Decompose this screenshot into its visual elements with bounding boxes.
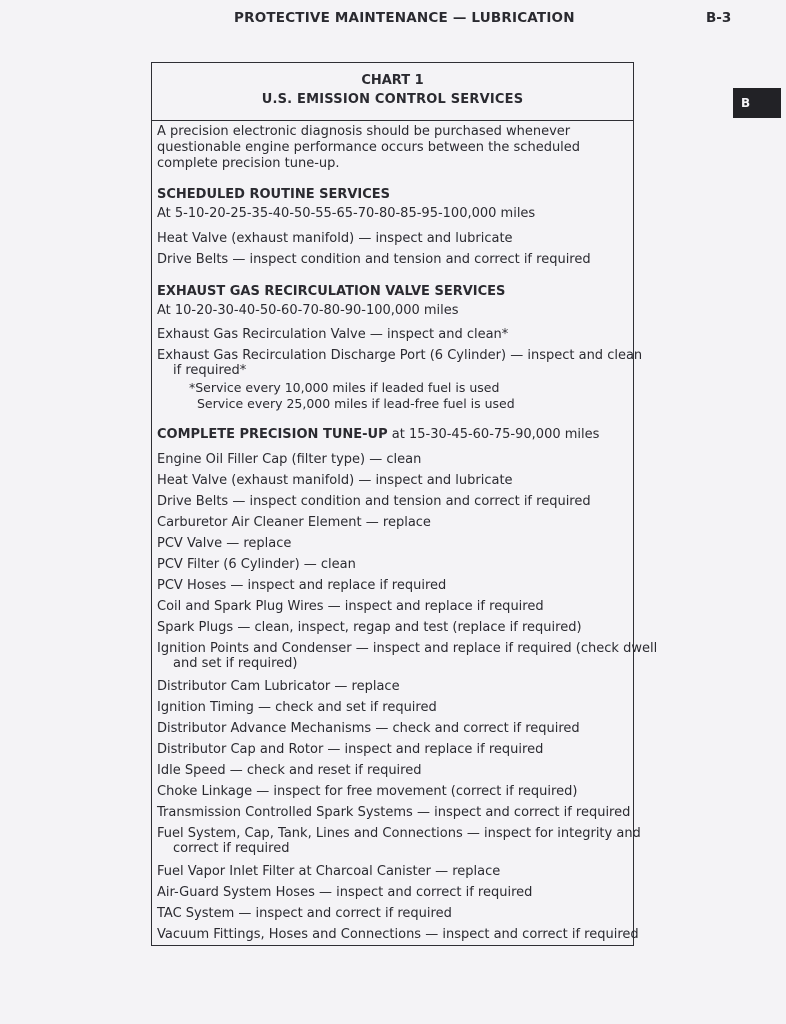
tuneup-interval: at 15-30-45-60-75-90,000 miles [391,427,600,442]
tuneup-item: Fuel System, Cap, Tank, Lines and Connections — inspect for integrity and [157,826,641,841]
tuneup-item: Ignition Timing — check and set if required [157,700,437,715]
tuneup-heading-row [157,427,629,443]
egr-footnote: Service every 25,000 miles if lead-free fuel is used [197,396,515,411]
tuneup-item: Drive Belts — inspect condition and tension and correct if required [157,494,591,509]
tuneup-item: Engine Oil Filler Cap (filter type) — clean [157,452,422,467]
intro-text: A precision electronic diagnosis should be purchased whenever questionable engine performance occurs between the scheduled complete precision tune-up. [157,124,581,171]
egr-interval: At 10-20-30-40-50-60-70-80-90-100,000 miles [157,303,459,318]
tuneup-item: Spark Plugs — clean, inspect, regap and test (replace if required) [157,620,582,635]
egr-item-continued: if required* [173,363,247,378]
tuneup-item-continued: correct if required [173,841,290,856]
tuneup-item: Distributor Cap and Rotor — inspect and replace if required [157,742,544,757]
tuneup-item: Distributor Cam Lubricator — replace [157,679,400,694]
page-number: B-3 [706,10,732,26]
chart-header [152,63,633,121]
tuneup-item: Idle Speed — check and reset if required [157,763,422,778]
tuneup-item: Carburetor Air Cleaner Element — replace [157,515,431,530]
tuneup-item: PCV Filter (6 Cylinder) — clean [157,557,356,572]
scheduled-item: Drive Belts — inspect condition and tension and correct if required [157,252,591,267]
tuneup-item: Vacuum Fittings, Hoses and Connections — inspect and correct if required [157,927,639,942]
emission-chart [151,62,658,946]
egr-footnote: *Service every 10,000 miles if leaded fuel is used [189,380,500,395]
tuneup-item-continued: and set if required) [173,656,298,671]
scheduled-heading: SCHEDULED ROUTINE SERVICES [157,187,391,202]
tuneup-item: TAC System — inspect and correct if required [157,906,452,921]
tuneup-item: Ignition Points and Condenser — inspect and replace if required (check dwell [157,641,658,656]
page-header [0,10,786,30]
chart-number: CHART 1 [361,73,424,88]
tuneup-item: PCV Valve — replace [157,536,292,551]
tuneup-item: Heat Valve (exhaust manifold) — inspect and lubricate [157,473,513,488]
egr-item: Exhaust Gas Recirculation Valve — inspect and clean* [157,327,509,342]
egr-heading: EXHAUST GAS RECIRCULATION VALVE SERVICES [157,284,506,299]
tuneup-item: Air-Guard System Hoses — inspect and correct if required [157,885,533,900]
tuneup-heading: COMPLETE PRECISION TUNE-UP [157,427,388,442]
scheduled-item: Heat Valve (exhaust manifold) — inspect and lubricate [157,231,513,246]
page-title: PROTECTIVE MAINTENANCE — LUBRICATION [234,10,575,26]
section-tab: B [733,88,781,118]
tuneup-item: Transmission Controlled Spark Systems — inspect and correct if required [157,805,631,820]
egr-item: Exhaust Gas Recirculation Discharge Port (6 Cylinder) — inspect and clean [157,348,643,363]
tuneup-item: Choke Linkage — inspect for free movement (correct if required) [157,784,578,799]
chart-title: U.S. EMISSION CONTROL SERVICES [261,92,524,107]
tuneup-item: Distributor Advance Mechanisms — check and correct if required [157,721,580,736]
tuneup-item: Fuel Vapor Inlet Filter at Charcoal Canister — replace [157,864,501,879]
tuneup-item: PCV Hoses — inspect and replace if required [157,578,447,593]
scheduled-interval: At 5-10-20-25-35-40-50-55-65-70-80-85-95-100,000 miles [157,206,536,221]
tuneup-item: Coil and Spark Plug Wires — inspect and replace if required [157,599,544,614]
